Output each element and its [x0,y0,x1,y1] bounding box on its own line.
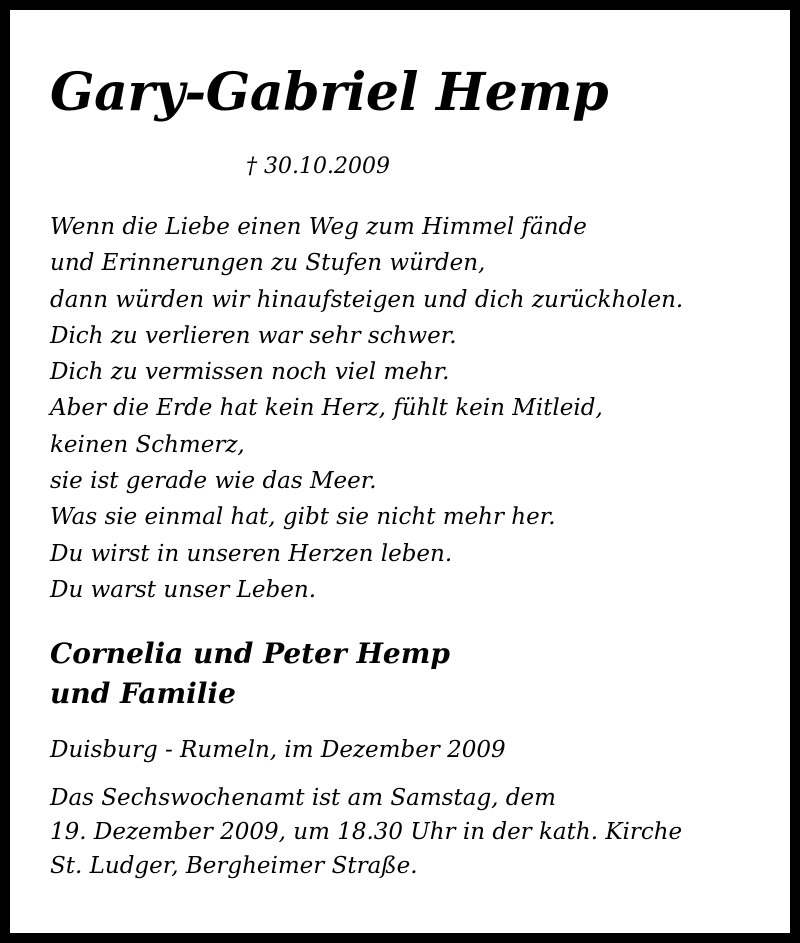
poem-line: und Erinnerungen zu Stufen würden, [50,250,486,277]
poem-line: Dich zu verlieren war sehr schwer. [50,322,457,349]
poem-line: Aber die Erde hat kein Herz, fühlt kein Mitleid, [50,395,603,422]
poem-line: Du warst unser Leben. [50,576,317,603]
poem-line: Wenn die Liebe einen Weg zum Himmel fände [50,214,587,240]
poem-line: keinen Schmerz, [50,431,245,458]
poem-line: Dich zu vermissen noch viel mehr. [50,359,450,386]
poem-line: Du wirst in unseren Herzen leben. [50,540,453,567]
poem-line: Was sie einmal hat, gibt sie nicht mehr her. [50,504,556,531]
service-announcement [50,781,682,883]
deceased-name: Gary-Gabriel Hemp [50,62,609,123]
service-line: 19. Dezember 2009, um 18.30 Uhr in der kath. Kirche [50,819,683,845]
death-date: † 30.10.2009 [246,154,390,179]
family-line: Cornelia und Peter Hemp [50,637,450,670]
place-date: Duisburg - Rumeln, im Dezember 2009 [50,737,506,763]
service-line: St. Ludger, Bergheimer Straße. [50,853,418,879]
family-line: und Familie [50,677,236,710]
poem-line: dann würden wir hinaufsteigen und dich zurückholen. [50,286,684,313]
poem-line: sie ist gerade wie das Meer. [50,468,377,495]
memorial-poem [50,209,683,608]
service-line: Das Sechswochenamt ist am Samstag, dem [50,785,556,811]
family-signature [50,634,450,714]
